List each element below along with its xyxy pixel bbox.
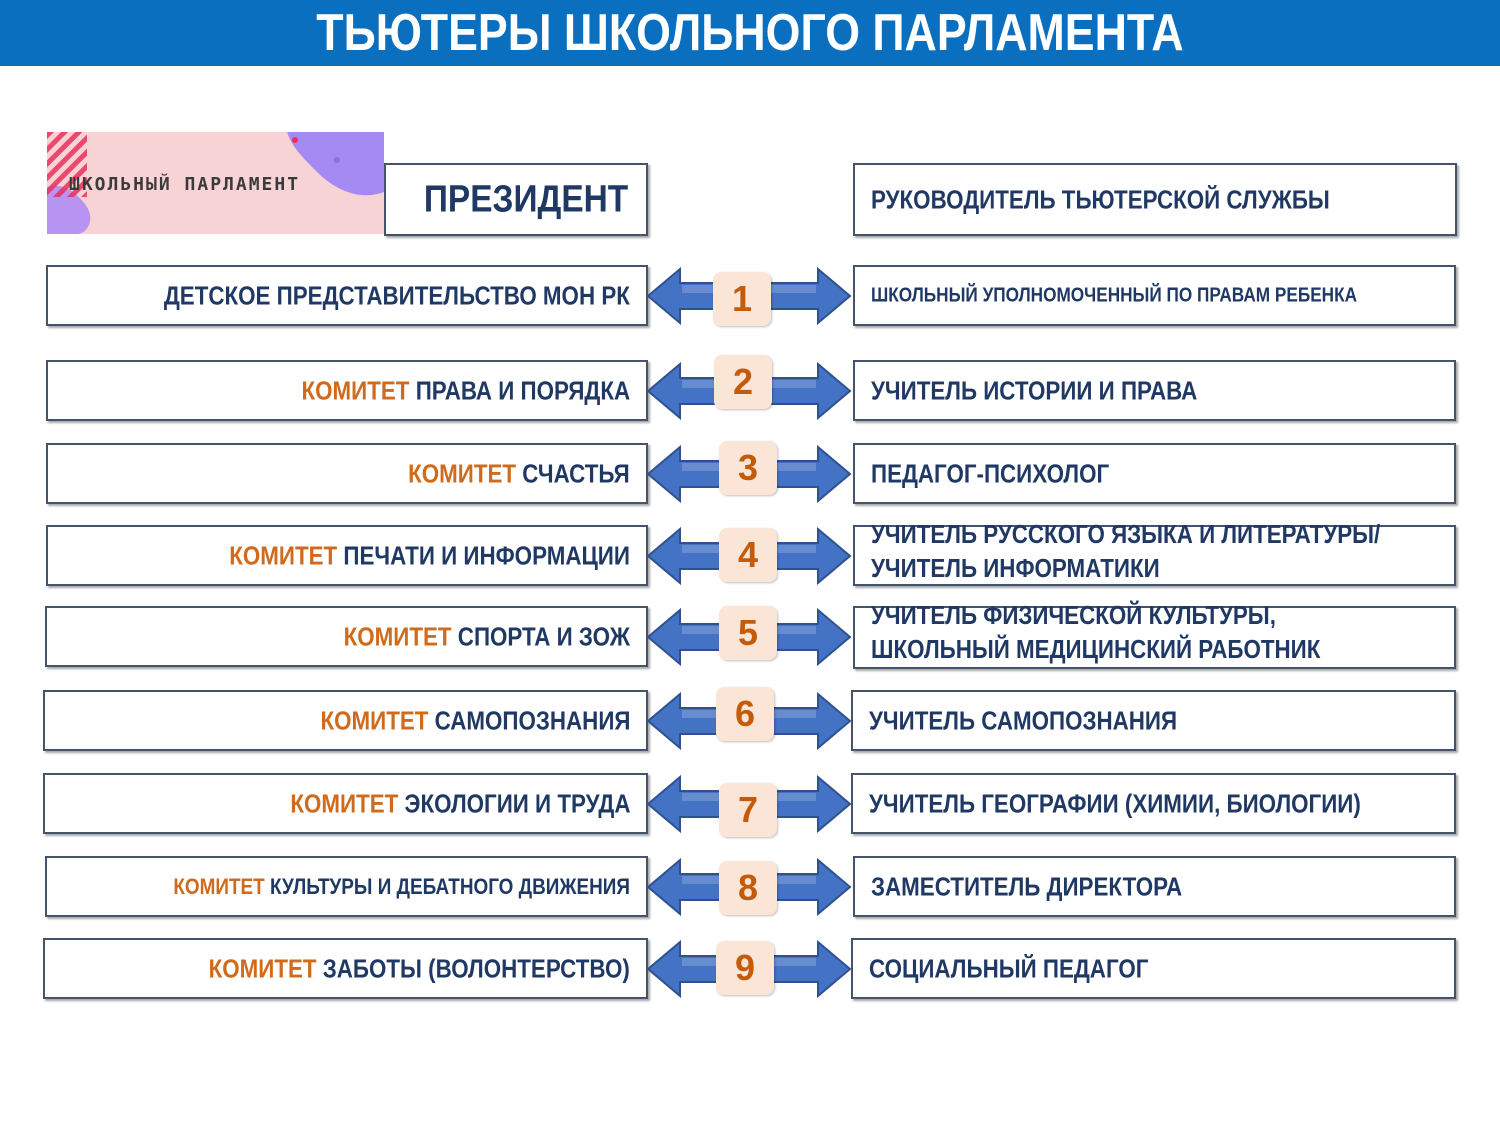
tutor-box [851, 938, 1456, 999]
committee-label: СПОРТА И ЗОЖ [457, 621, 630, 651]
row-number: 5 [719, 606, 777, 660]
tutor-label: ШКОЛЬНЫЙ УПОЛНОМОЧЕННЫЙ ПО ПРАВАМ РЕБЕНКА [871, 284, 1358, 306]
committee-label: ДЕТСКОЕ ПРЕДСТАВИТЕЛЬСТВО МОН РК [163, 280, 630, 310]
tutor-box [853, 856, 1456, 917]
row-number: 7 [719, 783, 777, 837]
committee-prefix: КОМИТЕТ [229, 540, 344, 570]
header-bar [0, 0, 1500, 66]
tutor-label: УЧИТЕЛЬ ИСТОРИИ И ПРАВА [871, 375, 1198, 405]
president-label: ПРЕЗИДЕНТ [423, 178, 628, 220]
tutor-label-line-2: УЧИТЕЛЬ ИНФОРМАТИКИ [871, 553, 1160, 583]
committee-label: КУЛЬТУРЫ И ДЕБАТНОГО ДВИЖЕНИЯ [269, 873, 630, 899]
committee-prefix: КОМИТЕТ [289, 788, 405, 818]
committee-prefix: КОМИТЕТ [208, 953, 323, 983]
tutor-box [853, 600, 1456, 669]
row-number: 9 [716, 941, 774, 995]
tutor-box [853, 265, 1456, 326]
tutor-box [853, 360, 1456, 421]
committee-prefix: КОМИТЕТ [319, 705, 435, 735]
committee-prefix: КОМИТЕТ [301, 375, 416, 405]
tutor-label: УЧИТЕЛЬ ГЕОГРАФИИ (ХИМИИ, БИОЛОГИИ) [869, 788, 1361, 818]
head-tutor-label: РУКОВОДИТЕЛЬ ТЬЮТЕРСКОЙ СЛУЖБЫ [871, 184, 1330, 214]
tutor-label-line-2: ШКОЛЬНЫЙ МЕДИЦИНСКИЙ РАБОТНИК [871, 634, 1321, 664]
committee-prefix: КОМИТЕТ [408, 458, 523, 488]
row-number: 3 [719, 441, 777, 495]
row-number: 1 [713, 272, 771, 326]
committee-box [46, 265, 648, 326]
tutor-label: УЧИТЕЛЬ ФИЗИЧЕСКОЙ КУЛЬТУРЫ, [871, 600, 1276, 630]
committee-box [46, 525, 648, 586]
committee-box [45, 856, 648, 917]
row-number: 2 [714, 355, 772, 409]
row-number: 6 [716, 687, 774, 741]
tutor-label: ПЕДАГОГ-ПСИХОЛОГ [871, 458, 1110, 488]
committee-box [43, 773, 648, 834]
committee-label: САМОПОЗНАНИЯ [434, 705, 630, 735]
committee-box [45, 606, 648, 667]
committee-box [46, 443, 648, 504]
page-title: ТЬЮТЕРЫ ШКОЛЬНОГО ПАРЛАМЕНТА [316, 4, 1184, 62]
committee-prefix: КОМИТЕТ [173, 873, 270, 899]
tutor-label: УЧИТЕЛЬ РУССКОГО ЯЗЫКА И ЛИТЕРАТУРЫ/ [871, 519, 1381, 549]
committee-label: ПРАВА И ПОРЯДКА [415, 375, 630, 405]
president-box [384, 163, 648, 236]
logo-text: ШКОЛЬНЫЙ ПАРЛАМЕНТ [69, 174, 301, 195]
committee-box [46, 360, 648, 421]
committee-box [43, 690, 648, 751]
head-tutor-box [853, 163, 1457, 236]
tutor-box [851, 690, 1456, 751]
tutor-box [853, 443, 1456, 504]
row-number: 4 [719, 528, 777, 582]
tutor-box [853, 519, 1456, 586]
tutor-box [851, 773, 1456, 834]
school-parliament-logo [47, 132, 384, 234]
committee-label: ПЕЧАТИ И ИНФОРМАЦИИ [343, 540, 630, 570]
committee-label: СЧАСТЬЯ [522, 458, 630, 488]
committee-prefix: КОМИТЕТ [343, 621, 458, 651]
committee-label: ЭКОЛОГИИ И ТРУДА [404, 788, 630, 818]
tutor-label: СОЦИАЛЬНЫЙ ПЕДАГОГ [869, 953, 1149, 983]
committee-box [43, 938, 648, 999]
tutor-label: ЗАМЕСТИТЕЛЬ ДИРЕКТОРА [871, 871, 1183, 901]
committee-label: ЗАБОТЫ (ВОЛОНТЕРСТВО) [322, 953, 630, 983]
row-number: 8 [719, 861, 777, 915]
tutor-label: УЧИТЕЛЬ САМОПОЗНАНИЯ [869, 705, 1178, 735]
